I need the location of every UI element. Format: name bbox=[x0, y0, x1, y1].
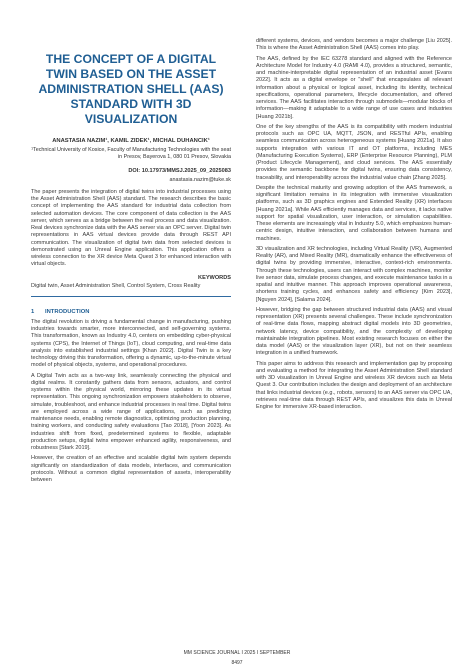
paragraph: 3D visualization and XR technologies, including Virtual Reality (VR), Augmented Reality (AR), and Mixed Reality (MR), dramatically enhance the effectiveness of digital twins by providing immersive, interactive, context-rich environments. Through these technologies, users can interact with complex machines, monitor live sensor data, simulate process changes, and execute maintenance tasks in a spatial and intuitive manner. This approach improves operational awareness, shortens training cycles, and enhances safety and efficiency [Kim 2023], [Nguyen 2024], [Salama 2024]. bbox=[256, 245, 452, 303]
section-divider bbox=[31, 296, 231, 297]
paragraph: different systems, devices, and vendors becomes a major challenge [Liu 2025]. This is where the Asset Administration Shell (AAS) comes into play. bbox=[256, 38, 452, 52]
paragraph: A Digital Twin acts as a two-way link, seamlessly connecting the physical and digital realms. It constantly gathers data from sensors, actuators, and control systems within the physical world, mirroring these updates in its virtual representation. This ongoing synchronization empowers stakeholders to observe, simulate, troubleshoot, and enhance industrial processes in real time. Digital twins are employed across a wide range of applications, such as predicting maintenance needs, enabling remote diagnostics, optimizing production planning, training workers, and conducting safety evaluations [Tao 2018], [Yoon 2023]. As industries shift from fixed, predetermined systems to flexible, adaptable production setups, digital twins empower enhanced agility, responsiveness, and robustness [Stark 2019]. bbox=[31, 372, 231, 452]
abstract: The paper presents the integration of digital twins into industrial processes using the Asset Administration Shell (AAS) standard. The research describes the basic concept of implementing the AAS standard for industrial data collection from selected automation devices. The core component of data collection is the AAS server, which serves as a bridge between the real process and data visualization. Real devices synchronize data with the AAS server via an OPC server. Digital twin representations in AAS virtual devices provide data through REST API communication. The visualization of digital twin data from selected devices is demonstrated using an Unreal Engine application. This application offers a wireless connection to the XR device Meta Quest 3 for enhanced interaction with virtual objects. bbox=[31, 188, 231, 268]
section-title: INTRODUCTION bbox=[45, 308, 90, 315]
paper-title: THE CONCEPT OF A DIGITAL TWIN BASED ON THE ASSET ADMINISTRATION SHELL (AAS) STANDARD WITH 3D VISUALIZATION bbox=[38, 52, 224, 126]
paragraph: One of the key strengths of the AAS is its compatibility with modern industrial protocols such as OPC UA, MQTT, JSON, and RESTful APIs, enabling seamless communication across heterogeneous systems [Huang 2021a]. It also supports integration with various IT and OT platforms, including MES (Manufacturing Execution Systems), ERP (Enterprise Resource Planning), PLM (Product Lifecycle Management), and cloud services. The AAS essentially provides the semantic backbone for digital twins, ensuring data consistency, traceability, and interoperability across the industrial value chain [Zhang 2025]. bbox=[256, 123, 452, 181]
introduction-text bbox=[31, 319, 231, 485]
paragraph: This paper aims to address this research and implementation gap by proposing and evaluating a method for integrating the Asset Administration Shell standard with 3D visualization in Unreal Engine and wireless XR devices such as Meta Quest 3. Our contribution includes the design and deployment of an architecture that links industrial devices (e.g., robots, sensors) to an AAS server via OPC UA, retrieves real-time data through REST APIs, and visualizes this data in Unreal Engine for immersive XR-based interaction. bbox=[256, 360, 452, 410]
paragraph: However, bridging the gap between structured industrial data (AAS) and visual representation (XR) presents several challenges. These include synchronization of real-time data flows, mapping abstract digital models into 3D geometries, network latency, device compatibility, and the complexity of developing maintainable integration pipelines. Most existing research focuses on either the data model (AAS) or the visualization layer (XR), but not on their seamless integration in a unified framework. bbox=[256, 306, 452, 357]
doi[interactable]: DOI: 10.17973/MMSJ.2025_09_2025083 bbox=[128, 167, 231, 174]
section-number: 1 bbox=[31, 308, 35, 315]
author-email[interactable]: anastasia.nazim@tuke.sk bbox=[169, 176, 231, 183]
right-column bbox=[256, 38, 452, 411]
affiliation: ¹Technical University of Kosice, Faculty of Manufacturing Technologies with the seat in Presov, Bayerova 1, 080 01 Presov, Slovakia bbox=[31, 147, 231, 161]
section-heading bbox=[31, 309, 231, 315]
page-number: 8497 bbox=[231, 660, 243, 666]
author-list: ANASTASIA NAZIM¹, KAMIL ZIDEK¹, MICHAL DUHANCIK¹ bbox=[52, 138, 210, 144]
keywords-heading: KEYWORDS bbox=[198, 274, 231, 281]
keywords-list: Digital twin, Asset Administration Shell, Control System, Cross Reality bbox=[31, 282, 201, 289]
paragraph: The AAS, defined by the IEC 63278 standard and aligned with the Reference Architecture Model for Industry 4.0 (RAMI 4.0), provides a structured, semantic, and machine-interpretable digital representation of an industrial asset [Evans 2022]. It acts as a digital envelope or "shell" that encapsulates all relevant information about a physical or logical asset, including its identity, technical specifications, operational parameters, lifecycle documentation, and offered services. The AAS facilitates interaction through submodels—modular blocks of information—making it adaptable to a wide range of use cases and industries [Huang 2021b]. bbox=[256, 55, 452, 120]
left-column bbox=[31, 38, 231, 484]
paragraph: The digital revolution is driving a fundamental change in manufacturing, pushing industries towards smarter, more interconnected, and self-governing systems. This transformation, known as Industry 4.0, centers on embedding cyber-physical systems (CPS), the Internet of Things (IoT), cloud computing, and real-time data analysis into established industrial settings [Khan 2022]. Digital Twin is a key technology driving this transformation, offering a dynamic, up-to-the-minute virtual model of physical objects, systems, and operational procedures. bbox=[31, 318, 231, 369]
paragraph: However, the creation of an effective and scalable digital twin system depends significantly on standardization of data models, interfaces, and communication protocols. Without a common digital representation of assets, interoperability between bbox=[31, 455, 231, 484]
journal-footer: MM SCIENCE JOURNAL I 2025 I SEPTEMBER bbox=[183, 650, 291, 656]
paragraph: Despite the technical maturity and growing adoption of the AAS framework, a significant limitation remains in its integration with immersive visualization platforms, such as 3D graphics engines and Extended Reality (XR) interfaces [Huang 2021a]. While AAS efficiently manages data and services, it lacks native support for spatial visualization, user interaction, or simulation capabilities. These elements are increasingly vital in Industry 5.0, which emphasizes human-centric design, intuitive interaction, and collaboration between humans and machines. bbox=[256, 184, 452, 242]
